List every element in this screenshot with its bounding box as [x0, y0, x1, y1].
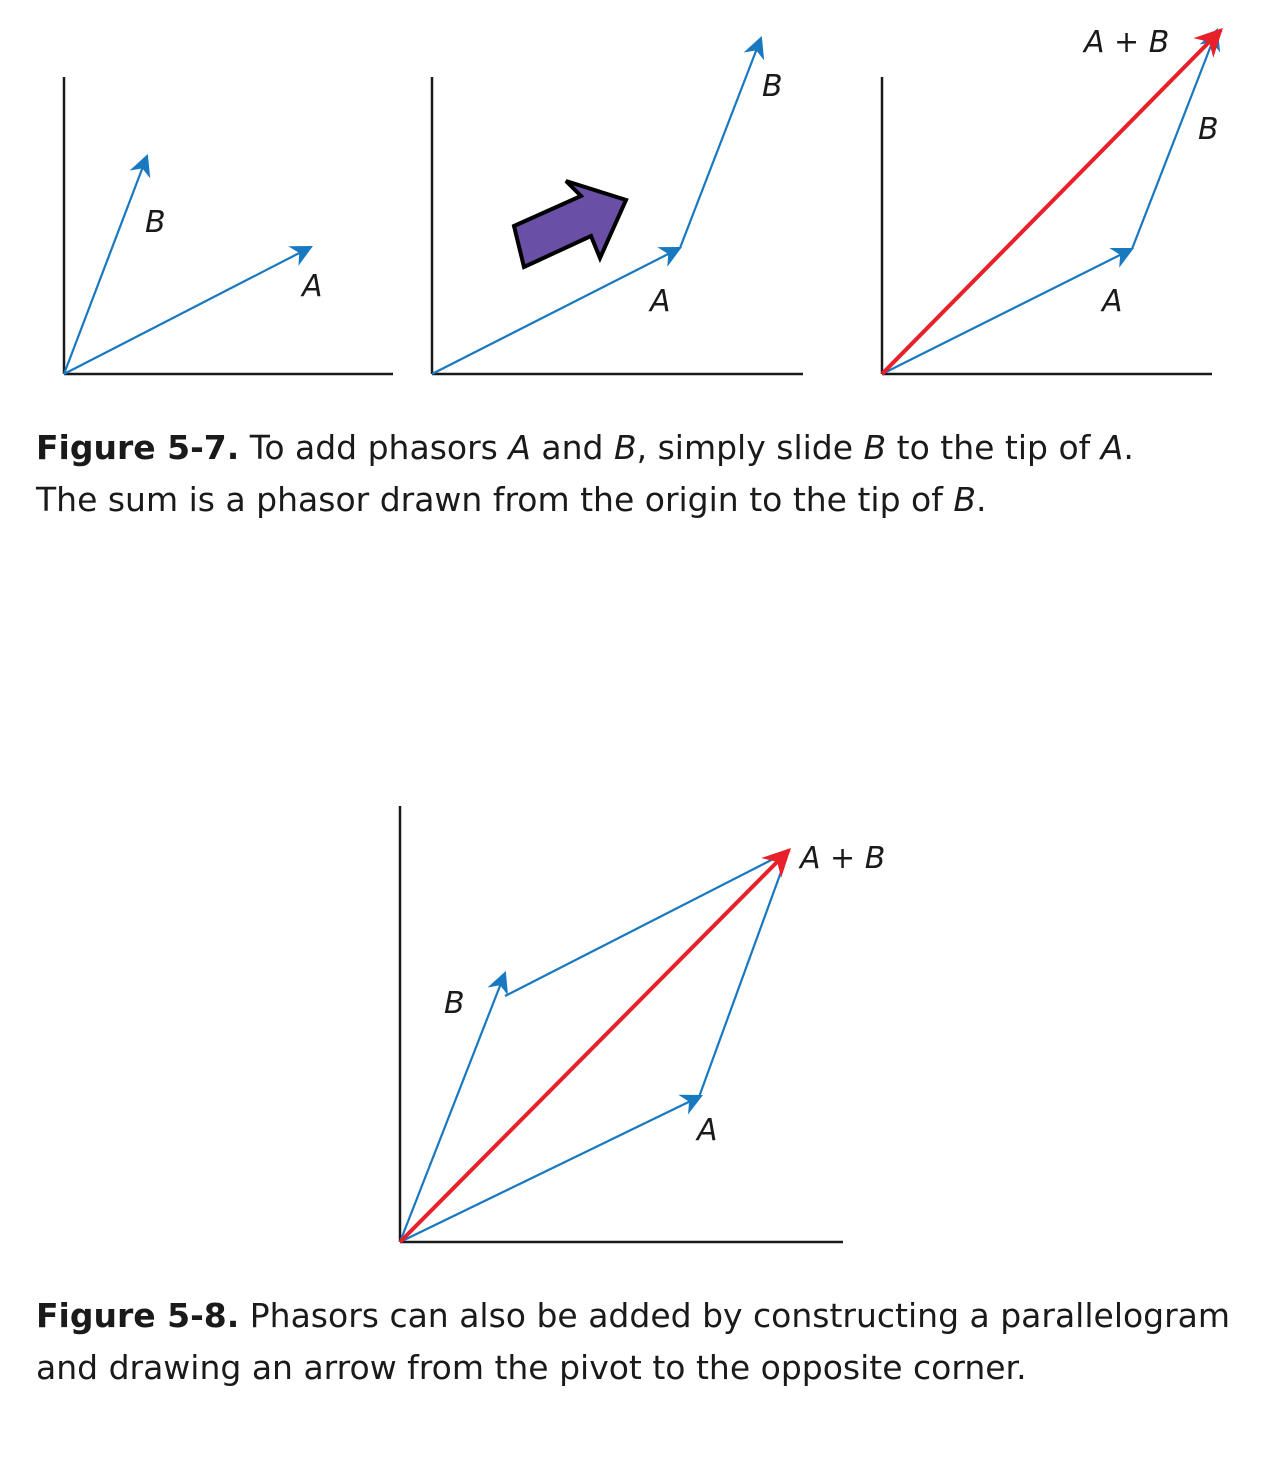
figure-label: Figure 5-7.	[36, 428, 240, 467]
figure-5-7-caption	[36, 422, 1156, 526]
label-b: B	[1198, 112, 1219, 147]
label-a: A	[650, 284, 671, 319]
phasor-sum	[882, 30, 1221, 374]
caption-text: to the tip of	[886, 428, 1101, 467]
label-sum: A + B	[1084, 25, 1170, 60]
caption-text: . The sum is a phasor drawn from the origin to the tip of	[36, 428, 1134, 519]
phasor-a	[882, 249, 1132, 374]
parallelogram-right	[699, 850, 789, 1097]
caption-var: A	[1100, 428, 1124, 467]
caption-text: .	[975, 480, 987, 519]
caption-text: To add phasors	[239, 428, 509, 467]
slide-arrow-icon	[514, 181, 626, 267]
caption-text: Phasors can also be added by constructing a parallelogram and drawing an arrow from the pivot to the opposite corner.	[36, 1296, 1231, 1387]
caption-var: A	[508, 428, 531, 467]
phasor-b-slid	[680, 38, 761, 248]
caption-var: B	[613, 428, 637, 467]
label-b: B	[444, 986, 465, 1021]
fig57-panel2	[432, 38, 803, 374]
fig57-panel1	[64, 77, 393, 374]
phasor-a	[400, 1096, 701, 1242]
fig58-parallelogram	[400, 806, 885, 1242]
label-a: A	[697, 1113, 718, 1148]
figure-label: Figure 5-8.	[36, 1296, 240, 1335]
label-sum: A + B	[800, 841, 886, 876]
label-a: A	[302, 269, 323, 304]
caption-text: and	[530, 428, 614, 467]
phasor-a	[64, 247, 311, 374]
phasor-sum	[400, 850, 789, 1242]
label-b: B	[145, 205, 166, 240]
label-b: B	[762, 69, 783, 104]
caption-var: B	[863, 428, 887, 467]
caption-text: , simply slide	[636, 428, 864, 467]
phasor-a	[432, 248, 680, 374]
label-a: A	[1102, 284, 1123, 319]
caption-var: B	[953, 480, 976, 519]
fig57-panel3	[882, 25, 1221, 374]
figure-5-8-caption	[36, 1290, 1256, 1394]
phasor-b	[64, 156, 147, 374]
